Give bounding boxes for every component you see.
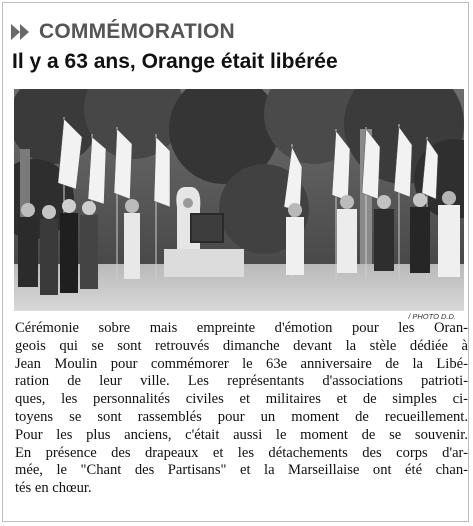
body-line: tés en chœur. — [15, 480, 92, 497]
article-frame — [2, 2, 469, 522]
body-line: Cérémonie sobre mais empreinte d'émotion pour les Oran- — [15, 320, 468, 336]
body-line: Pour les plus anciens, c'était aussi le moment de se souvenir. — [15, 426, 468, 443]
article-headline: Il y a 63 ans, Orange était libérée — [12, 50, 338, 73]
kicker-row — [11, 19, 235, 45]
body-line: geois qui se sont retrouvés dimanche devant la stèle dédiée à — [15, 337, 468, 354]
photo-credit: / PHOTO D.D. — [408, 312, 456, 321]
article-body — [15, 320, 468, 498]
section-kicker: COMMÉMORATION — [39, 20, 235, 43]
article-photo — [14, 89, 464, 311]
body-line: ration de leur ville. Les représentants d'associations patrioti- — [15, 373, 468, 390]
ceremony-photo-illustration — [14, 89, 464, 311]
double-chevron-icon — [11, 24, 31, 40]
body-line: Jean Moulin pour commémorer le 63e anniversaire de la Libé- — [15, 355, 468, 372]
body-line: toyens se sont rassemblés pour un moment de recueillement. — [15, 408, 468, 425]
body-line: ques, les personnalités civiles et militaires et de simples ci- — [15, 391, 468, 408]
body-line: mée, le "Chant des Partisans" et la Marseillaise ont été chan- — [15, 462, 468, 479]
body-line: En présence des drapeaux et les détachements des corps d'ar- — [15, 444, 468, 461]
